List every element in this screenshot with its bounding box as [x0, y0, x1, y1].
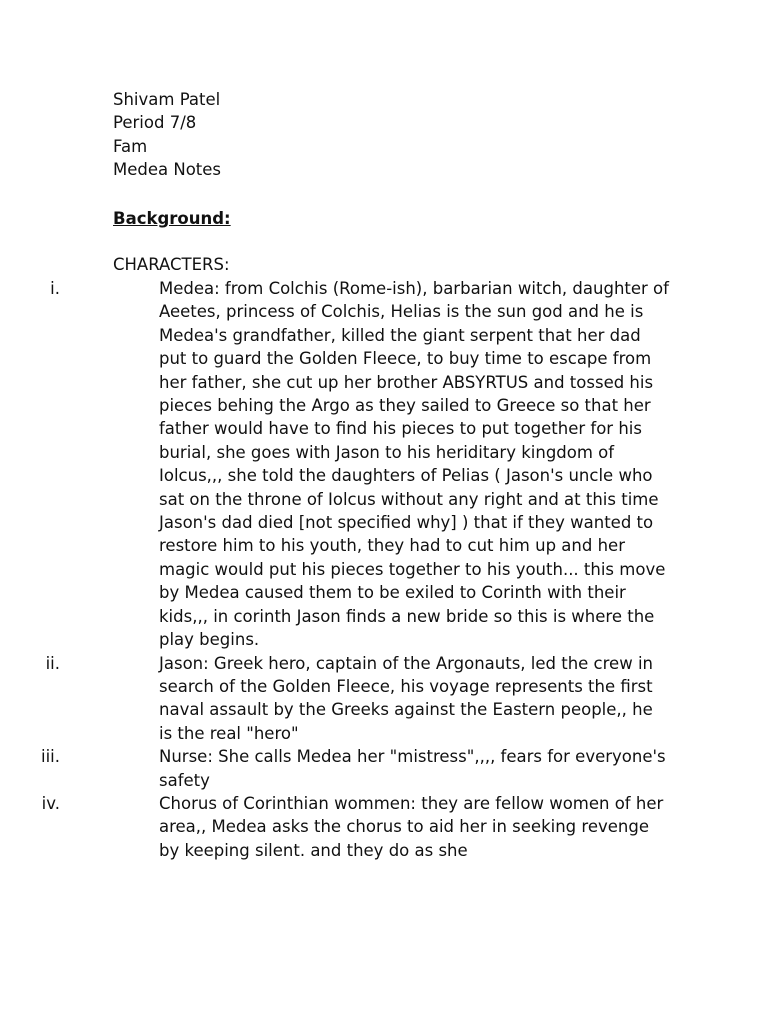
- list-item-jason: [0, 652, 669, 746]
- characters-heading: CHARACTERS:: [113, 255, 230, 274]
- student-name: Shivam Patel: [113, 90, 221, 109]
- list-item-chorus: [0, 792, 669, 862]
- student-header: [113, 88, 221, 182]
- list-item-nurse: [0, 745, 669, 792]
- course-name: Fam: [113, 136, 148, 156]
- list-item-text: Chorus of Corinthian wommen: they are fellow women of her area,, Medea asks the chorus to aid her in seeking revenge by keeping silent. and they do as she: [159, 793, 664, 860]
- list-marker: iv.: [41, 793, 60, 813]
- list-item-medea: [0, 277, 669, 652]
- list-item-text: Jason: Greek hero, captain of the Argonauts, led the crew in search of the Golden Fleece, his voyage represents the first naval assault by the Greeks against the Eastern people,, he is the real "hero": [159, 653, 653, 743]
- class-period: Period 7/8: [113, 113, 197, 133]
- background-heading: Background:: [113, 209, 231, 228]
- list-marker: iii.: [41, 747, 60, 767]
- character-list: [0, 277, 768, 862]
- list-item-text: Nurse: She calls Medea her "mistress",,,, fears for everyone's safety: [159, 747, 666, 790]
- document-title: Medea Notes: [113, 160, 222, 180]
- list-marker: ii.: [45, 653, 60, 673]
- list-item-text: Medea: from Colchis (Rome-ish), barbarian witch, daughter of Aeetes, princess of Colchis, Helias is the sun god and he is Medea's grandfather, killed the giant serpent that her dad put to guard the Golden Fleece, to buy time to escape from her father, she cut up her brother ABSYRTUS and tossed his pieces behing the Argo as they sailed to Greece so that her father would have to find his pieces to put together for his burial, she goes with Jason to his heriditary kingdom of Iolcus,,, she told the daughters of Pelias ( Jason's uncle who sat on the throne of Iolcus without any right and at this time Jason's dad died [not specified why] ) that if they wanted to restore him to his youth, they had to cut him up and her magic would put his pieces together to his youth... this move by Medea caused them to be exiled to Corinth with their kids,,, in corinth Jason finds a new bride so this is where the play begins.: [159, 279, 669, 650]
- list-marker: i.: [50, 279, 60, 298]
